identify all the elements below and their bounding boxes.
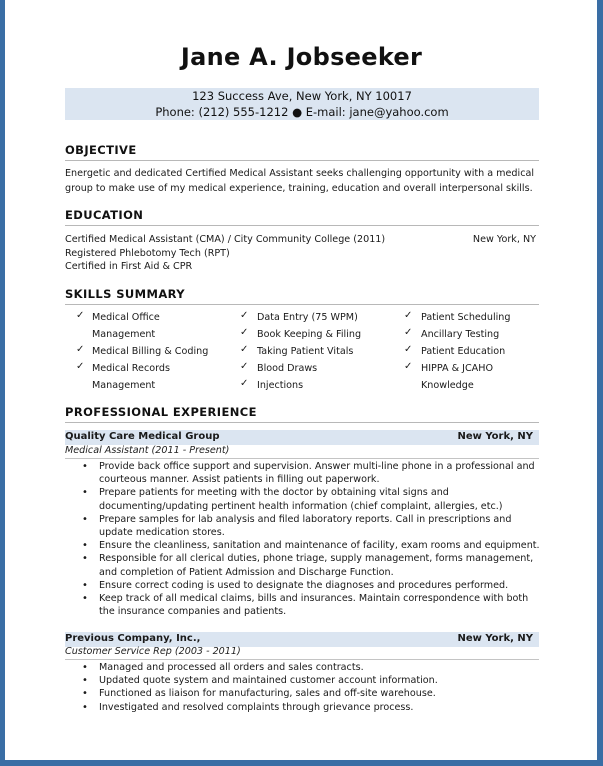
- job-location: New York, NY: [457, 431, 533, 442]
- check-icon: ✓: [404, 361, 413, 372]
- skill-item: Taking Patient Vitals: [257, 346, 354, 357]
- education-heading: EDUCATION: [65, 208, 144, 222]
- check-icon: ✓: [240, 344, 249, 355]
- education-line: [65, 233, 539, 247]
- contact-box: [65, 88, 539, 120]
- check-icon: ✓: [404, 344, 413, 355]
- job-header: [65, 430, 539, 445]
- skill-item: Injections: [257, 380, 304, 391]
- section-divider: [65, 225, 539, 226]
- skill-item: Data Entry (75 WPM): [257, 312, 358, 323]
- check-icon: ✓: [404, 310, 413, 321]
- experience-heading: PROFESSIONAL EXPERIENCE: [65, 405, 257, 419]
- section-divider: [65, 160, 539, 161]
- list-item: • Keep track of all medical claims, bills and insurances. Maintain correspondence with both the insurance companies and patients.: [80, 592, 540, 618]
- check-icon: ✓: [76, 310, 85, 321]
- education-section: [65, 208, 539, 226]
- section-divider: [65, 422, 539, 423]
- skill-item: Medical Records: [92, 363, 170, 374]
- skills-heading: SKILLS SUMMARY: [65, 287, 185, 301]
- job-company: Previous Company, Inc.,: [65, 633, 201, 644]
- job-duties-list: [80, 661, 540, 714]
- list-item: • Provide back office support and supervision. Answer multi-line phone in a professional and courteous manner. Assist patients in filling out paperwork.: [80, 460, 540, 486]
- objective-section: [65, 143, 539, 161]
- list-item: • Prepare samples for lab analysis and filed laboratory reports. Call in prescriptions and update medication stores.: [80, 513, 540, 539]
- skill-item: Blood Draws: [257, 363, 318, 374]
- contact-address: 123 Success Ave, New York, NY 10017: [192, 89, 412, 103]
- list-item: • Updated quote system and maintained customer account information.: [80, 674, 540, 687]
- education-location: New York, NY: [472, 234, 536, 245]
- education-line: Registered Phlebotomy Tech (RPT): [65, 248, 230, 259]
- skill-item: Medical Office: [92, 312, 160, 323]
- job-duties-list: [80, 460, 540, 618]
- list-item: • Ensure the cleanliness, sanitation and maintenance of facility, exam rooms and equipment.: [80, 539, 540, 552]
- skill-item: Patient Education: [421, 346, 506, 357]
- skills-section: [65, 287, 539, 305]
- list-item: • Ensure correct coding is used to designate the diagnoses and procedures performed.: [80, 579, 540, 592]
- experience-section: [65, 405, 539, 423]
- objective-heading: OBJECTIVE: [65, 143, 137, 157]
- check-icon: ✓: [404, 327, 413, 338]
- check-icon: ✓: [240, 378, 249, 389]
- list-item: • Functioned as liaison for manufacturing, sales and off-site warehouse.: [80, 687, 540, 700]
- skill-item: Patient Scheduling: [421, 312, 511, 323]
- skill-item: Knowledge: [421, 380, 474, 391]
- list-item: • Investigated and resolved complaints through grievance process.: [80, 701, 540, 714]
- check-icon: ✓: [240, 310, 249, 321]
- skill-item: Medical Billing & Coding: [92, 346, 209, 357]
- list-item: • Managed and processed all orders and sales contracts.: [80, 661, 540, 674]
- skill-item: HIPPA & JCAHO: [421, 363, 493, 374]
- objective-text: Energetic and dedicated Certified Medical Assistant seeks challenging opportunity with a medical group to make use of my medical experience, training, education and overall interpersonal skills.: [65, 168, 535, 194]
- skill-item: Management: [92, 329, 156, 340]
- check-icon: ✓: [240, 327, 249, 338]
- section-divider: [65, 304, 539, 305]
- list-item: • Prepare patients for meeting with the doctor by obtaining vital signs and documenting/updating pertinent health information (chief complaint, allergies, etc.): [80, 486, 540, 512]
- skill-item: Management: [92, 380, 156, 391]
- list-item: • Responsible for all clerical duties, phone triage, supply management, forms management, and completion of Patient Admission and Discharge Function.: [80, 552, 540, 578]
- job-header: [65, 632, 539, 647]
- contact-phone-email: Phone: (212) 555-1212 ● E-mail: jane@yahoo.com: [155, 105, 449, 119]
- job-location: New York, NY: [457, 633, 533, 644]
- job-divider: [65, 659, 539, 660]
- window-frame-bottom: [0, 760, 603, 766]
- check-icon: ✓: [76, 344, 85, 355]
- skill-item: Book Keeping & Filing: [257, 329, 362, 340]
- job-company: Quality Care Medical Group: [65, 431, 220, 442]
- window-frame-left: [0, 0, 5, 766]
- job-title: Medical Assistant (2011 - Present): [65, 445, 230, 456]
- job-title: Customer Service Rep (2003 - 2011): [65, 646, 241, 657]
- education-degree: Certified Medical Assistant (CMA) / City Community College (2011): [65, 234, 386, 245]
- check-icon: ✓: [76, 361, 85, 372]
- candidate-name: Jane A. Jobseeker: [180, 43, 423, 71]
- window-frame-right: [597, 0, 603, 766]
- job-divider: [65, 458, 539, 459]
- check-icon: ✓: [240, 361, 249, 372]
- skill-item: Ancillary Testing: [421, 329, 500, 340]
- education-line: Certified in First Aid & CPR: [65, 261, 193, 272]
